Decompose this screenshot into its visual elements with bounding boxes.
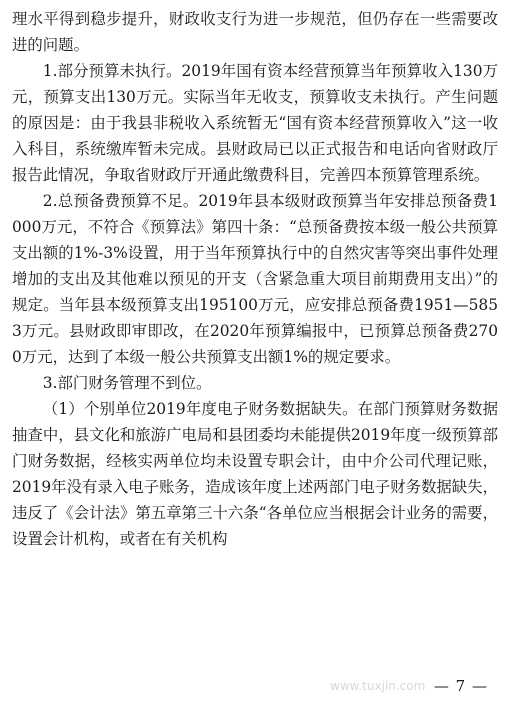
paragraph-intro-continuation: 理水平得到稳步提升，财政收支行为进一步规范，但仍存在一些需要改进的问题。 (12, 10, 498, 54)
paragraph-budget-not-executed: 1.部分预算未执行。2019年国有资本经营预算当年预算收入130万元，预算支出130万元。实际当年无收支，预算收支未执行。产生问题的原因是：由于我县非税收入系统暂无“国有资本经营预算收入”这一收入科目，系统缴库暂未完成。县财政局已以正式报告和电话向省财政厅报告此情况，争取省财政厅开通此缴费科目，完善四本预算管理系统。 (12, 62, 498, 184)
watermark-text: www.tuxjin.com (330, 679, 426, 693)
paragraph-missing-financial-data: （1）个别单位2019年度电子财务数据缺失。在部门预算财务数据抽查中，县文化和旅游广电局和县团委均未能提供2019年度一级预算部门财务数据，经核实两单位均未设置专职会计，由中介公司代理记账，2019年没有录入电子账务，造成该年度上述两部门电子财务数据缺失，违反了《会计法》第五章第三十六条“各单位应当根据会计业务的需要，设置会计机构，或者在有关机构 (12, 400, 498, 548)
paragraph-dept-finance-heading: 3.部门财务管理不到位。 (42, 374, 212, 392)
page-number: — 7 — (433, 677, 488, 695)
paragraph-reserve-fund-insufficient: 2.总预备费预算不足。2019年县本级财政预算当年安排总预备费1000万元，不符合《预算法》第四十条：“总预备费按本级一般公共预算支出额的1%-3%设置，用于当年预算执行中的自然灾害等突出事件处理增加的支出及其他难以预见的开支（含紧急重大项目前期费用支出）”的规定。当年县本级预算支出195100万元，应安排总预备费1951—5853万元。县财政即审即改，在2020年预算编报中，已预算总预备费2700万元，达到了本级一般公共预算支出额1%的规定要求。 (12, 192, 498, 366)
document-body (12, 6, 498, 552)
